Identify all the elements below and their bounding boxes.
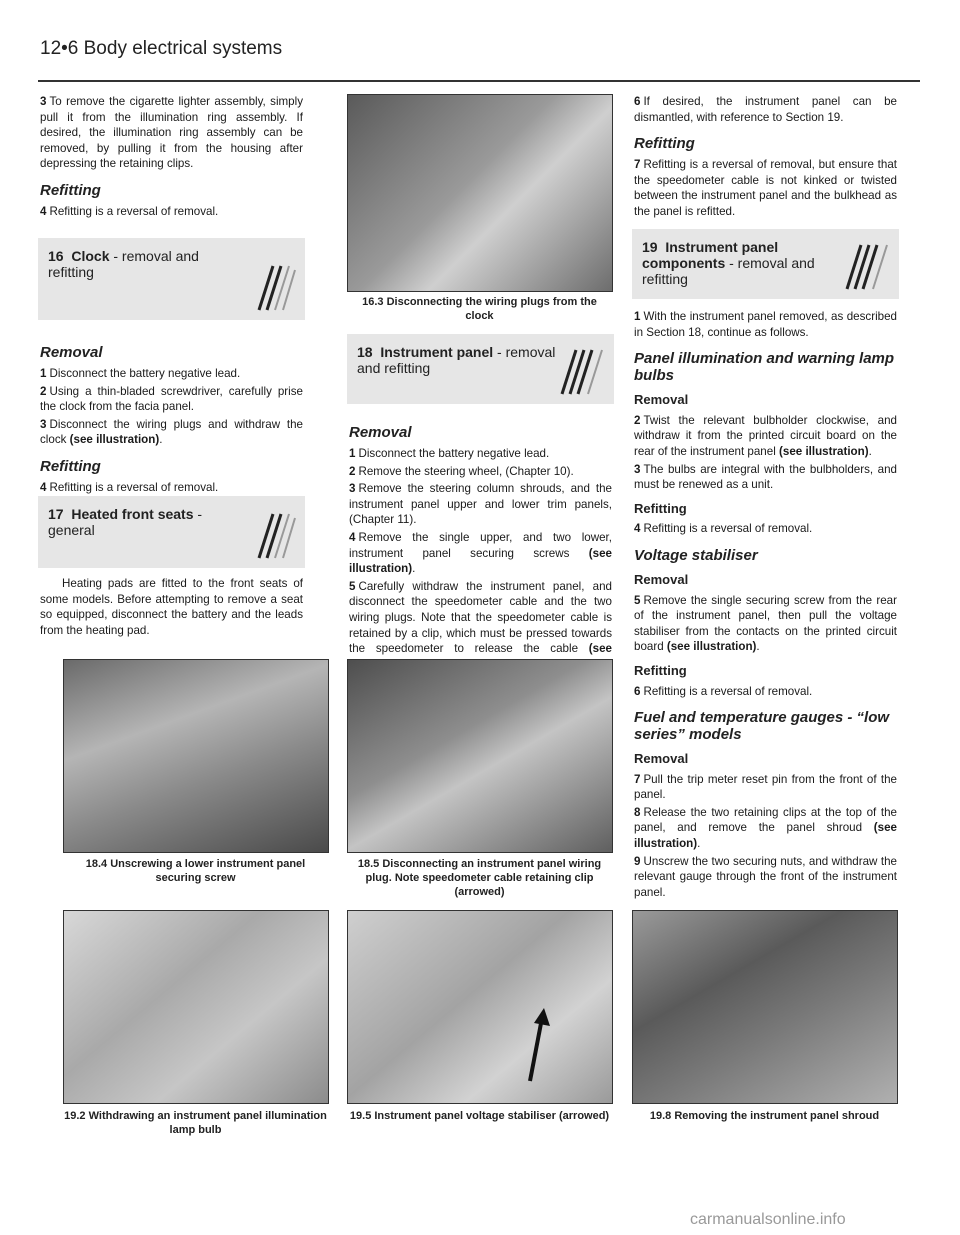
step-end: . (697, 837, 701, 851)
section-number: 17 (48, 506, 64, 522)
photo-18-4 (63, 659, 329, 853)
section-title-rest: - removal and refitting (357, 344, 556, 376)
step-number: 1 (40, 367, 47, 380)
step-number: 2 (349, 464, 356, 478)
column-3 (634, 94, 897, 222)
step-text: With the instrument panel removed, as described in Section 18, continue as follows. (634, 310, 897, 339)
photo-caption: 19.2 Withdrawing an instrument panel illumination lamp bulb (64, 1110, 327, 1136)
step-text: Remove the steering wheel, (Chapter 10). (358, 464, 574, 478)
section-title-bold: Heated front seats (71, 506, 194, 522)
step-text: Disconnect the battery negative lead. (358, 447, 550, 460)
step-number: 7 (634, 772, 641, 786)
column-2 (349, 414, 612, 674)
page-header: 12•6 Body electrical systems (40, 38, 283, 59)
illustration-ref: (see illustration) (349, 546, 612, 576)
step-number: 5 (349, 579, 356, 593)
step-number: 3 (40, 95, 47, 108)
step-number: 5 (634, 593, 641, 607)
paragraph (349, 530, 612, 577)
paragraph (349, 446, 612, 462)
section-title-rest: - removal and refitting (48, 248, 199, 280)
section-title-bold: Clock (71, 248, 110, 264)
footer-watermark: carmanualsonline.info (690, 1211, 846, 1228)
photo-caption: 18.5 Disconnecting an instrument panel wiring plug. Note speedometer cable retaining clip (arrowed) (357, 858, 602, 898)
step-number: 6 (634, 684, 641, 698)
step-text: Using a thin-bladed screwdriver, carefully prise the clock from the facia panel. (40, 384, 303, 414)
step-number: 1 (349, 447, 356, 460)
step-text: Release the two retaining clips at the top of the panel, and remove the panel shroud (634, 805, 897, 835)
illustration-ref: (see (588, 642, 612, 656)
section-title (642, 239, 842, 287)
paragraph (634, 805, 897, 852)
difficulty-spanner-icon (558, 336, 606, 398)
paragraph (634, 854, 897, 901)
difficulty-spanner-icon (843, 231, 891, 293)
photo-caption: 18.4 Unscrewing a lower instrument panel securing screw (85, 858, 306, 884)
step-text: If desired, the instrument panel can be dismantled, with reference to Section 19. (634, 95, 897, 124)
step-number: 9 (634, 854, 641, 868)
paragraph (349, 464, 612, 480)
step-text: Unscrew the two securing nuts, and withdraw the relevant gauge through the front of the instrument panel. (634, 854, 897, 899)
section-number: 18 (357, 344, 373, 360)
photo-18-5 (347, 659, 613, 853)
photo-19-5 (347, 910, 613, 1104)
column-1-bottom (40, 576, 303, 640)
step-end: . (756, 640, 760, 654)
subheading: Refitting (40, 457, 101, 475)
step-text: Disconnect the battery negative lead. (49, 367, 241, 380)
minor-heading: Refitting (634, 662, 687, 678)
section-title (48, 248, 248, 280)
photo-16-3 (347, 94, 613, 292)
step-number: 2 (634, 413, 641, 427)
minor-heading: Removal (634, 751, 689, 767)
step-text: Pull the trip meter reset pin from the front of the panel. (634, 772, 897, 802)
step-text: The bulbs are integral with the bulbholders, and must be renewed as a unit. (634, 462, 897, 492)
column-1-lower (40, 334, 303, 498)
section-box-18 (347, 334, 614, 404)
step-number: 4 (40, 204, 47, 218)
paragraph (634, 772, 897, 803)
paragraph (634, 593, 897, 655)
step-text: Refitting is a reversal of removal, but ensure that the speedometer cable is not kinked or twisted between the instrument panel and the bulkhead as the panel is refitted. (634, 158, 897, 218)
section-box-17 (38, 496, 305, 568)
column-1 (40, 94, 303, 222)
paragraph: Heating pads are fitted to the front seats of some models. Before attempting to remove a seat so equipped, disconnect the battery and the leads from the heating pad. (40, 577, 303, 637)
paragraph (634, 462, 897, 493)
paragraph (40, 480, 303, 496)
section-title-rest: - removal and refitting (642, 255, 815, 287)
step-end: . (412, 562, 416, 576)
subheading: Removal (349, 424, 412, 441)
arrow-icon (520, 1006, 560, 1086)
photo-caption: 16.3 Disconnecting the wiring plugs from the clock (362, 296, 597, 322)
paragraph (634, 157, 897, 219)
step-end: . (868, 444, 872, 458)
step-number: 7 (634, 158, 641, 172)
paragraph (634, 94, 897, 125)
step-number: 8 (634, 805, 641, 819)
subheading: Refitting (40, 181, 101, 199)
step-number: 3 (40, 417, 47, 431)
paragraph (349, 481, 612, 528)
photo-caption: 19.8 Removing the instrument panel shroud (649, 1110, 880, 1122)
step-number: 3 (349, 482, 356, 496)
step-text: Twist the relevant bulbholder clockwise, and withdraw it from the printed circuit board on the rear of the instrument panel (634, 413, 897, 458)
header-rule (38, 80, 920, 82)
step-text: Refitting is a reversal of removal. (643, 684, 813, 698)
section-title (357, 344, 557, 376)
illustration-ref: (see illustration) (666, 640, 757, 654)
subheading: Removal (40, 344, 103, 361)
paragraph (40, 384, 303, 415)
subheading: Fuel and temperature gauges - “low series” models (634, 709, 890, 744)
illustration-ref: (see illustration) (69, 433, 160, 447)
minor-heading: Removal (634, 571, 689, 587)
column-3-lower (634, 309, 897, 902)
paragraph (40, 417, 303, 448)
step-end: . (159, 433, 163, 447)
step-number: 4 (40, 480, 47, 494)
subheading: Panel illumination and warning lamp bulbs (634, 350, 895, 385)
difficulty-spanner-icon (249, 500, 297, 562)
illustration-ref: (see illustration) (779, 444, 869, 458)
paragraph (634, 413, 897, 460)
paragraph (40, 204, 303, 220)
step-number: 1 (634, 310, 641, 323)
step-text: Remove the single upper, and two lower, instrument panel securing screws (349, 530, 612, 560)
paragraph (40, 94, 303, 172)
paragraph (634, 684, 897, 700)
step-text: Refitting is a reversal of removal. (49, 204, 219, 218)
photo-19-8 (632, 910, 898, 1104)
photo-caption: 19.5 Instrument panel voltage stabiliser (arrowed) (349, 1110, 610, 1122)
section-number: 19 (642, 239, 658, 255)
section-title (48, 506, 248, 538)
step-text: Remove the single securing screw from the rear of the instrument panel, then pull the voltage stabiliser from the contacts on the printed circuit board (634, 593, 897, 654)
minor-heading: Removal (634, 392, 689, 408)
section-title-bold: Instrument panel (380, 344, 494, 360)
step-number: 4 (634, 522, 641, 536)
section-box-19 (632, 229, 899, 299)
step-text: Carefully withdraw the instrument panel, and disconnect the speedometer cable and the two wiring plugs. Note that the speedometer cable is retained by a clip, which must be pressed towards the speedometer to release the cable (349, 579, 612, 656)
difficulty-spanner-icon (249, 252, 297, 314)
step-number: 3 (634, 462, 641, 476)
illustration-ref: (see illustration) (634, 821, 897, 851)
section-box-16 (38, 238, 305, 320)
section-title-bold: Instrument panel components (642, 239, 779, 271)
subheading: Refitting (634, 135, 695, 153)
paragraph (634, 521, 897, 537)
step-number: 2 (40, 384, 47, 398)
step-text: Remove the steering column shrouds, and the instrument panel upper and lower trim panels, (Chapter 11). (349, 482, 612, 527)
step-text: Disconnect the wiring plugs and withdraw the clock (40, 417, 303, 447)
step-number: 6 (634, 95, 641, 108)
photo-19-2 (63, 910, 329, 1104)
paragraph (634, 309, 897, 340)
step-text: Refitting is a reversal of removal. (643, 522, 813, 536)
subheading: Voltage stabiliser (634, 546, 758, 564)
minor-heading: Refitting (634, 500, 687, 516)
section-number: 16 (48, 248, 64, 264)
step-text: To remove the cigarette lighter assembly, simply pull it from the illumination ring assembly. If desired, the illumination ring assembly can be removed, by pulling it from the housing after depressing the retaining clips. (40, 95, 303, 171)
section-title-rest: - general (48, 506, 203, 538)
paragraph (40, 366, 303, 382)
step-text: Refitting is a reversal of removal. (49, 480, 219, 494)
step-number: 4 (349, 530, 356, 544)
